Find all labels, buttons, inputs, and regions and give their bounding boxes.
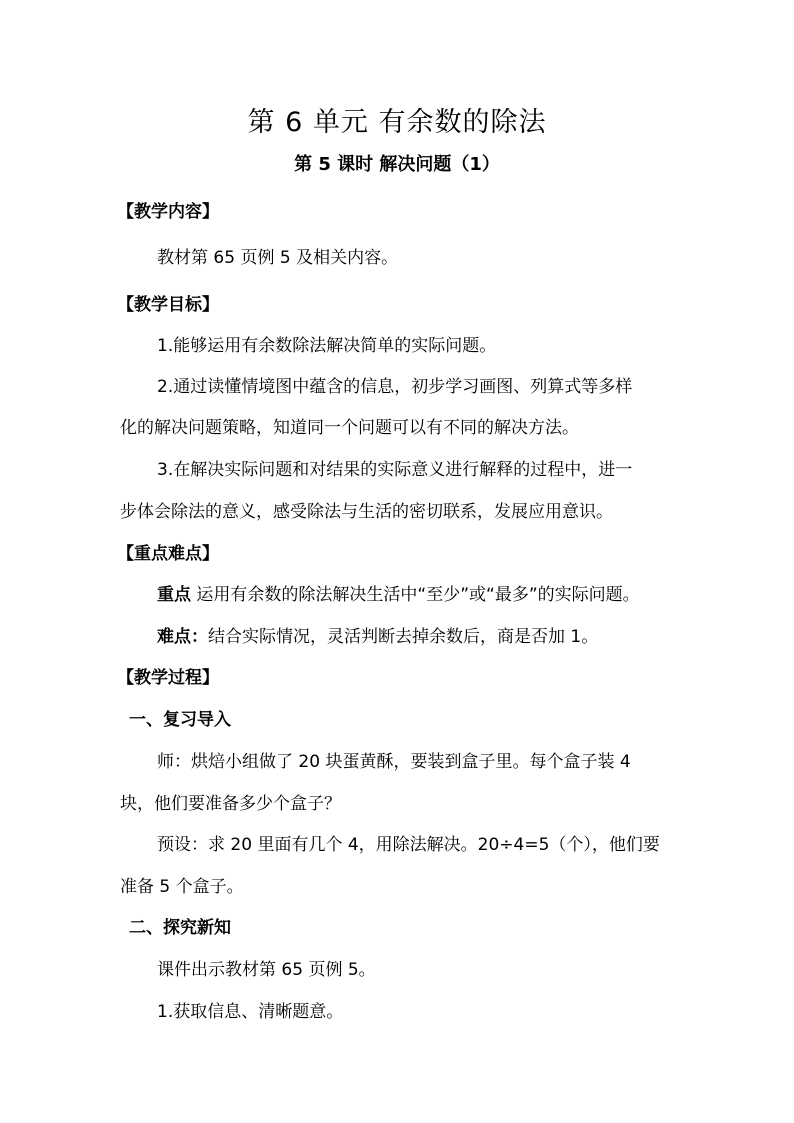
teacher-line-2: 块，他们要准备多少个盒子？ xyxy=(120,794,341,814)
difficulty-text: 结合实际情况，灵活判断去掉余数后，商是否加 1。 xyxy=(208,627,599,647)
difficulty-label: 难点： xyxy=(157,627,208,647)
key-label: 重点 xyxy=(157,585,191,605)
goal-2-line-1: 2.通过读懂情境图中蕴含的信息，初步学习画图、列算式等多样 xyxy=(157,377,633,397)
keypoints-heading: 【重点难点】 xyxy=(117,544,219,564)
part-1-heading: 一、复习导入 xyxy=(129,710,231,730)
key-point xyxy=(157,580,717,605)
page-title: 第 6 单元 有余数的除法 xyxy=(247,107,547,138)
content-text: 教材第 65 页例 5 及相关内容。 xyxy=(157,248,399,268)
goal-3-line-2: 步体会除法的意义，感受除法与生活的密切联系，发展应用意识。 xyxy=(120,502,613,522)
goal-3-line-1: 3.在解决实际问题和对结果的实际意义进行解释的过程中，进一 xyxy=(157,460,633,480)
difficulty-point xyxy=(157,622,717,647)
goal-1: 1.能够运用有余数除法解决简单的实际问题。 xyxy=(157,336,497,356)
teacher-line-1: 师：烘焙小组做了 20 块蛋黄酥，要装到盒子里。每个盒子装 4 xyxy=(157,752,631,772)
goals-heading: 【教学目标】 xyxy=(117,295,219,315)
part-2-heading: 二、探究新知 xyxy=(129,918,231,938)
preset-line-2: 准备 5 个盒子。 xyxy=(120,877,244,897)
lesson-subtitle: 第 5 课时 解决问题（1） xyxy=(294,154,500,175)
key-text: 运用有余数的除法解决生活中“至少”或“最多”的实际问题。 xyxy=(191,585,640,605)
content-heading: 【教学内容】 xyxy=(117,202,219,222)
courseware-line: 课件出示教材第 65 页例 5。 xyxy=(157,960,376,980)
goal-2-line-2: 化的解决问题策略，知道同一个问题可以有不同的解决方法。 xyxy=(120,418,579,438)
preset-line-1: 预设：求 20 里面有几个 4，用除法解决。20÷4=5（个），他们要 xyxy=(157,835,660,855)
step-1: 1.获取信息、清晰题意。 xyxy=(157,1002,344,1022)
process-heading: 【教学过程】 xyxy=(117,668,219,688)
